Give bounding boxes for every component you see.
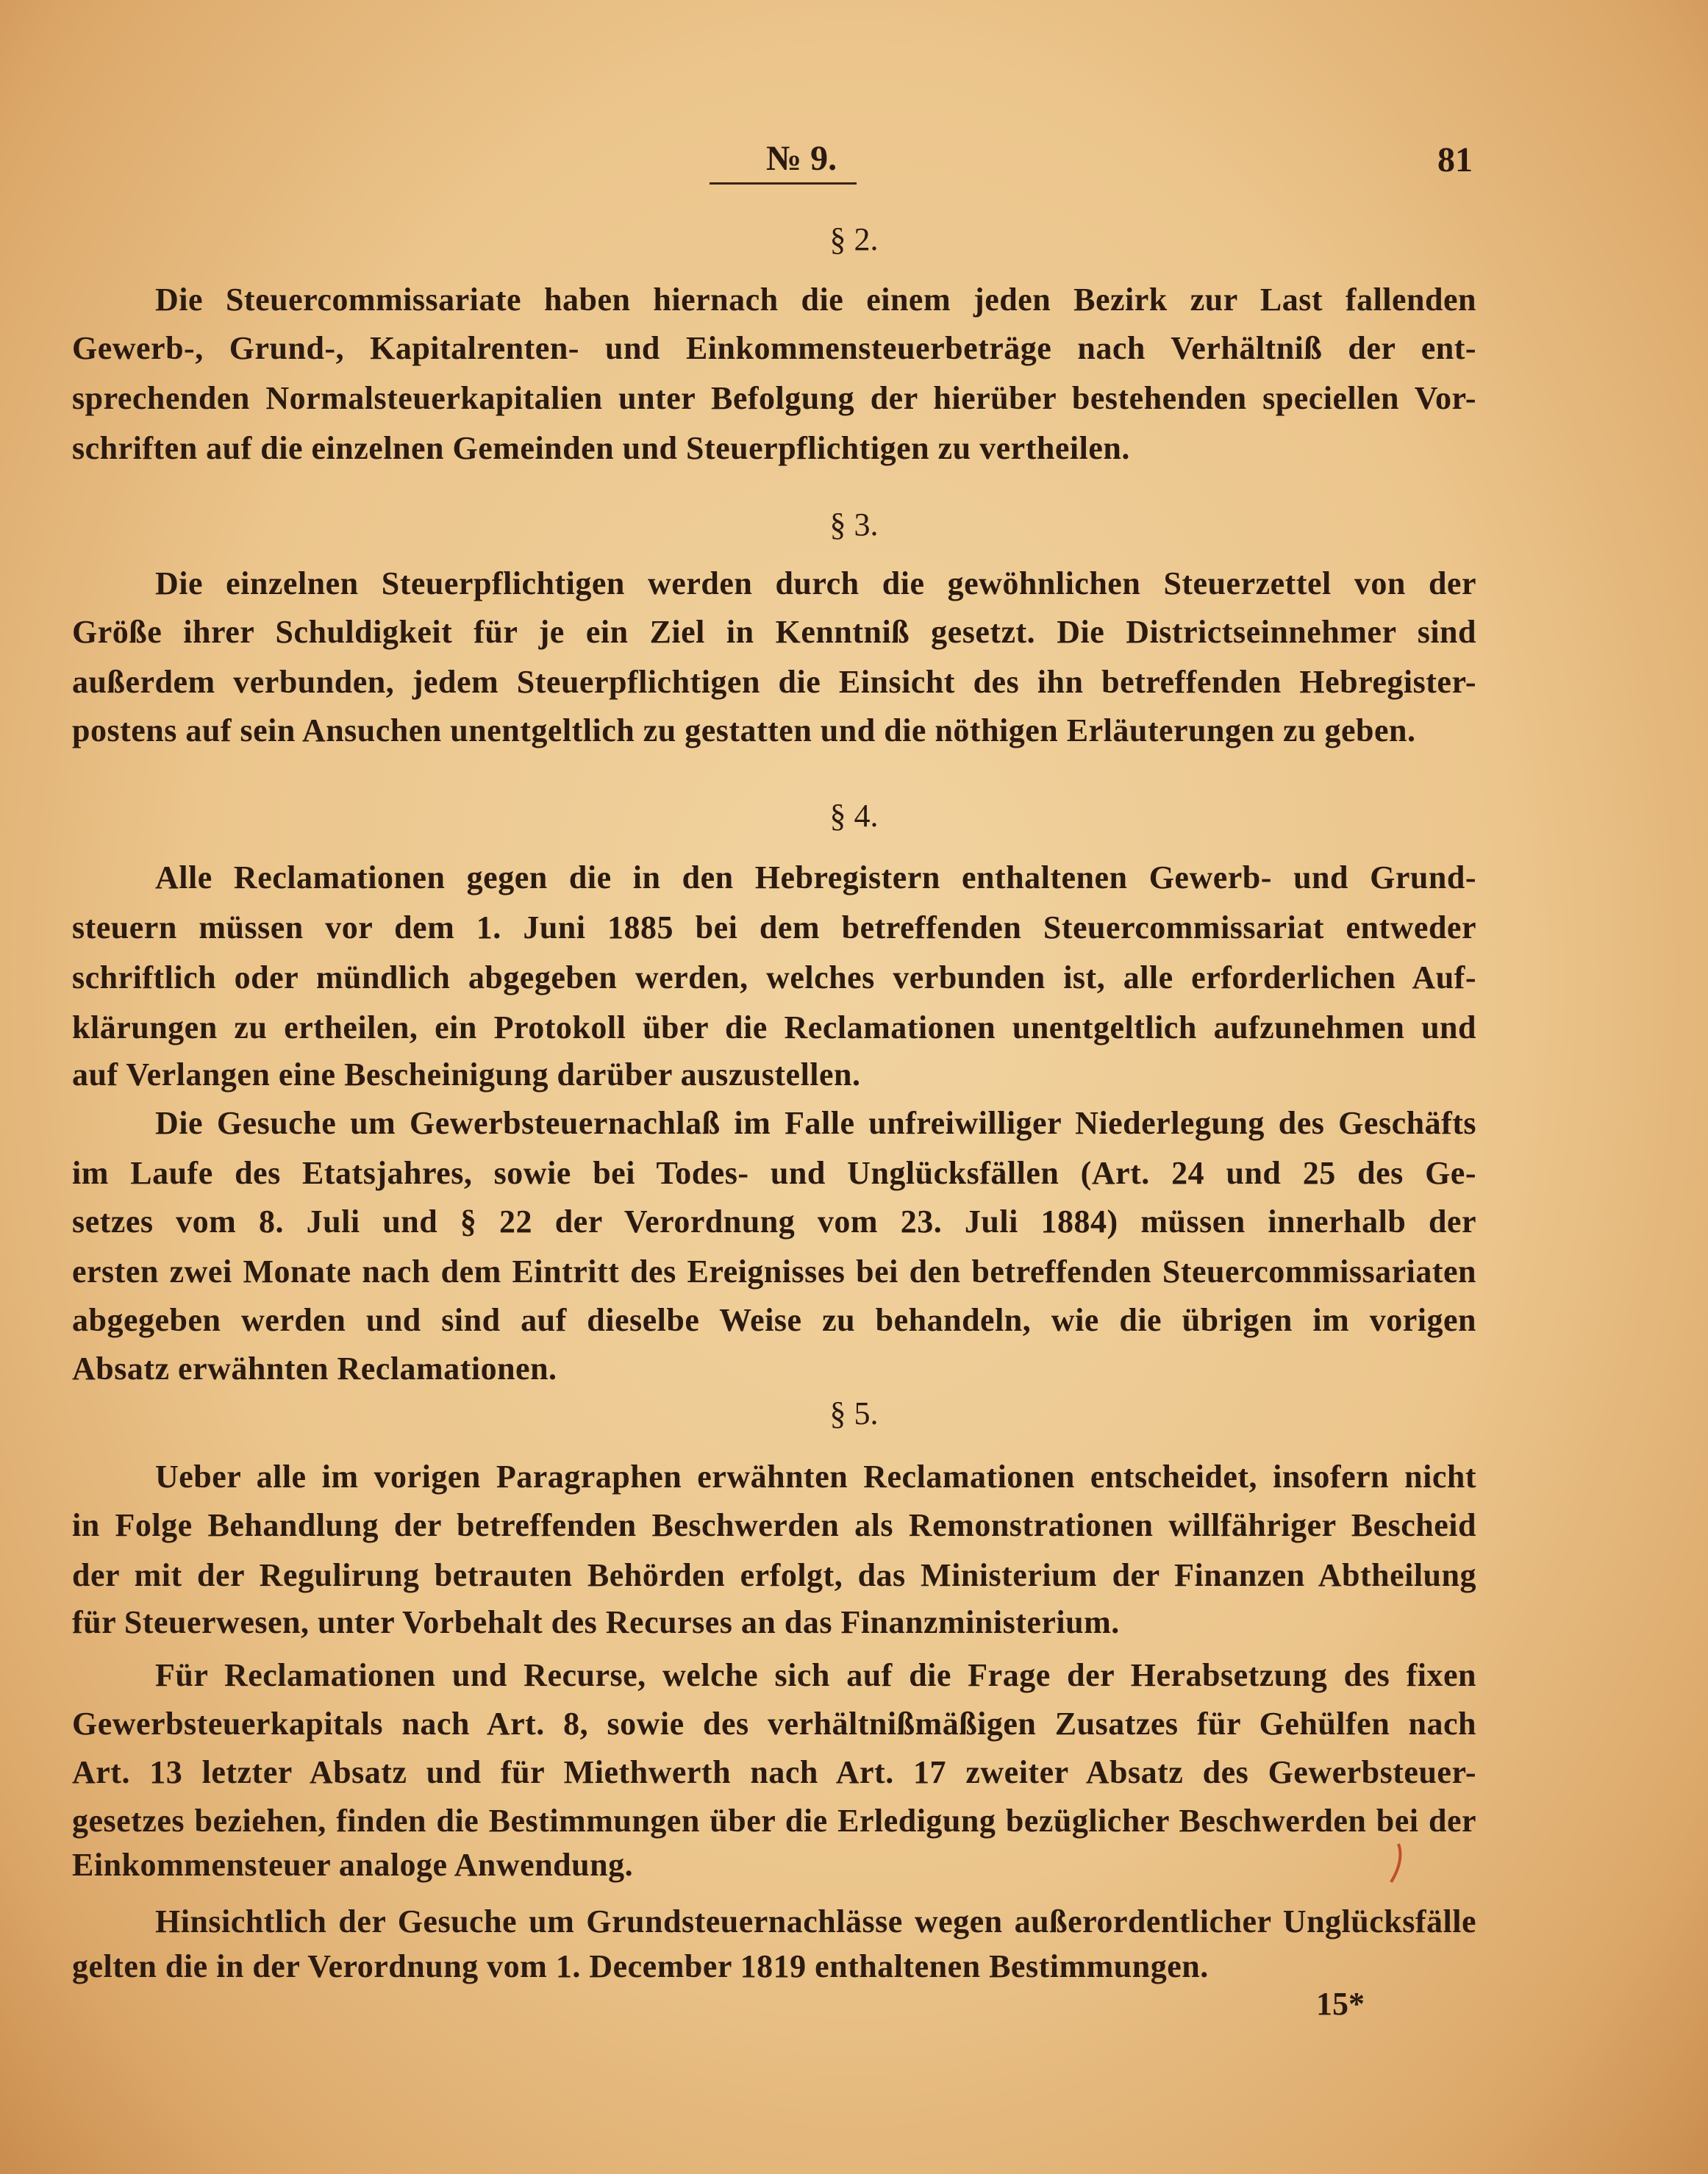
section-heading: § 4. xyxy=(829,798,879,834)
text-line: sprechenden Normalsteuerkapitalien unter Befolgung der hierüber bestehenden speciellen Vor- xyxy=(72,380,1476,416)
text-line: schriften auf die einzelnen Gemeinden und Steuerpflichtigen zu vertheilen. xyxy=(72,430,1130,466)
text-line: Art. 13 letzter Absatz und für Miethwerth nach Art. 17 zweiter Absatz des Gewerbsteuer- xyxy=(72,1754,1476,1790)
text-line: auf Verlangen eine Bescheinigung darüber auszustellen. xyxy=(72,1056,861,1093)
text-line: Alle Reclamationen gegen die in den Hebregistern enthaltenen Gewerb- und Grund- xyxy=(155,859,1476,895)
text-line: in Folge Behandlung der betreffenden Beschwerden als Remonstrationen willfähriger Bescheid xyxy=(72,1507,1476,1543)
header-rule xyxy=(710,182,857,185)
text-line: Einkommensteuer analoge Anwendung. xyxy=(72,1847,634,1883)
text-line: der mit der Regulirung betrauten Behörden erfolgt, das Ministerium der Finanzen Abtheilung xyxy=(72,1557,1476,1593)
text-line: Gewerbsteuerkapitals nach Art. 8, sowie des verhältnißmäßigen Zusatzes für Gehülfen nach xyxy=(72,1706,1476,1742)
text-line: schriftlich oder mündlich abgegeben werden, welches verbunden ist, alle erforderlichen Auf- xyxy=(72,959,1476,995)
printer-signature: 15* xyxy=(1316,1986,1365,2022)
text-line: ersten zwei Monate nach dem Eintritt des Ereignisses bei den betreffenden Steuercommissariaten xyxy=(72,1254,1476,1290)
issue-number: № 9. xyxy=(765,139,837,178)
section-heading: § 2. xyxy=(829,221,879,257)
text-line: Die einzelnen Steuerpflichtigen werden durch die gewöhnlichen Steuerzettel von der xyxy=(155,565,1476,601)
text-line: postens auf sein Ansuchen unentgeltlich zu gestatten und die nöthigen Erläuterungen zu geben. xyxy=(72,712,1416,748)
text-line: steuern müssen vor dem 1. Juni 1885 bei dem betreffenden Steuercommissariat entweder xyxy=(72,909,1476,945)
red-pencil-mark xyxy=(1382,1838,1412,1889)
section-heading: § 3. xyxy=(829,507,879,543)
text-line: im Laufe des Etatsjahres, sowie bei Todes- und Unglücksfällen (Art. 24 und 25 des Ge- xyxy=(72,1155,1476,1191)
text-line: Größe ihrer Schuldigkeit für je ein Ziel in Kenntniß gesetzt. Die Districtseinnehmer sind xyxy=(72,614,1476,650)
page-number: 81 xyxy=(1437,140,1473,179)
text-line: klärungen zu ertheilen, ein Protokoll über die Reclamationen unentgeltlich aufzunehmen und xyxy=(72,1009,1476,1045)
text-line: außerdem verbunden, jedem Steuerpflichtigen die Einsicht des ihn betreffenden Hebregister- xyxy=(72,664,1476,700)
text-line: Gewerb-, Grund-, Kapitalrenten- und Einkommensteuerbeträge nach Verhältniß der ent- xyxy=(72,330,1476,366)
text-line: gesetzes beziehen, finden die Bestimmungen über die Erledigung bezüglicher Beschwerden bei der xyxy=(72,1803,1476,1839)
text-line: Die Steuercommissariate haben hiernach die einem jeden Bezirk zur Last fallenden xyxy=(155,282,1476,318)
text-line: setzes vom 8. Juli und § 22 der Verordnung vom 23. Juli 1884) müssen innerhalb der xyxy=(72,1204,1476,1240)
text-line: abgegeben werden und sind auf dieselbe Weise zu behandeln, wie die übrigen im vorigen xyxy=(72,1302,1476,1338)
section-heading: § 5. xyxy=(829,1395,879,1431)
text-line: Hinsichtlich der Gesuche um Grundsteuernachlässe wegen außerordentlicher Unglücksfälle xyxy=(155,1903,1476,1939)
text-line: Für Reclamationen und Recurse, welche sich auf die Frage der Herabsetzung des fixen xyxy=(155,1657,1476,1693)
text-line: für Steuerwesen, unter Vorbehalt des Recurses an das Finanzministerium. xyxy=(72,1604,1120,1640)
text-line: gelten die in der Verordnung vom 1. December 1819 enthaltenen Bestimmungen. xyxy=(72,1948,1209,1984)
text-line: Die Gesuche um Gewerbsteuernachlaß im Falle unfreiwilliger Niederlegung des Geschäfts xyxy=(155,1105,1476,1141)
text-line: Ueber alle im vorigen Paragraphen erwähnten Reclamationen entscheidet, insofern nicht xyxy=(155,1459,1476,1495)
text-line: Absatz erwähnten Reclamationen. xyxy=(72,1351,557,1387)
